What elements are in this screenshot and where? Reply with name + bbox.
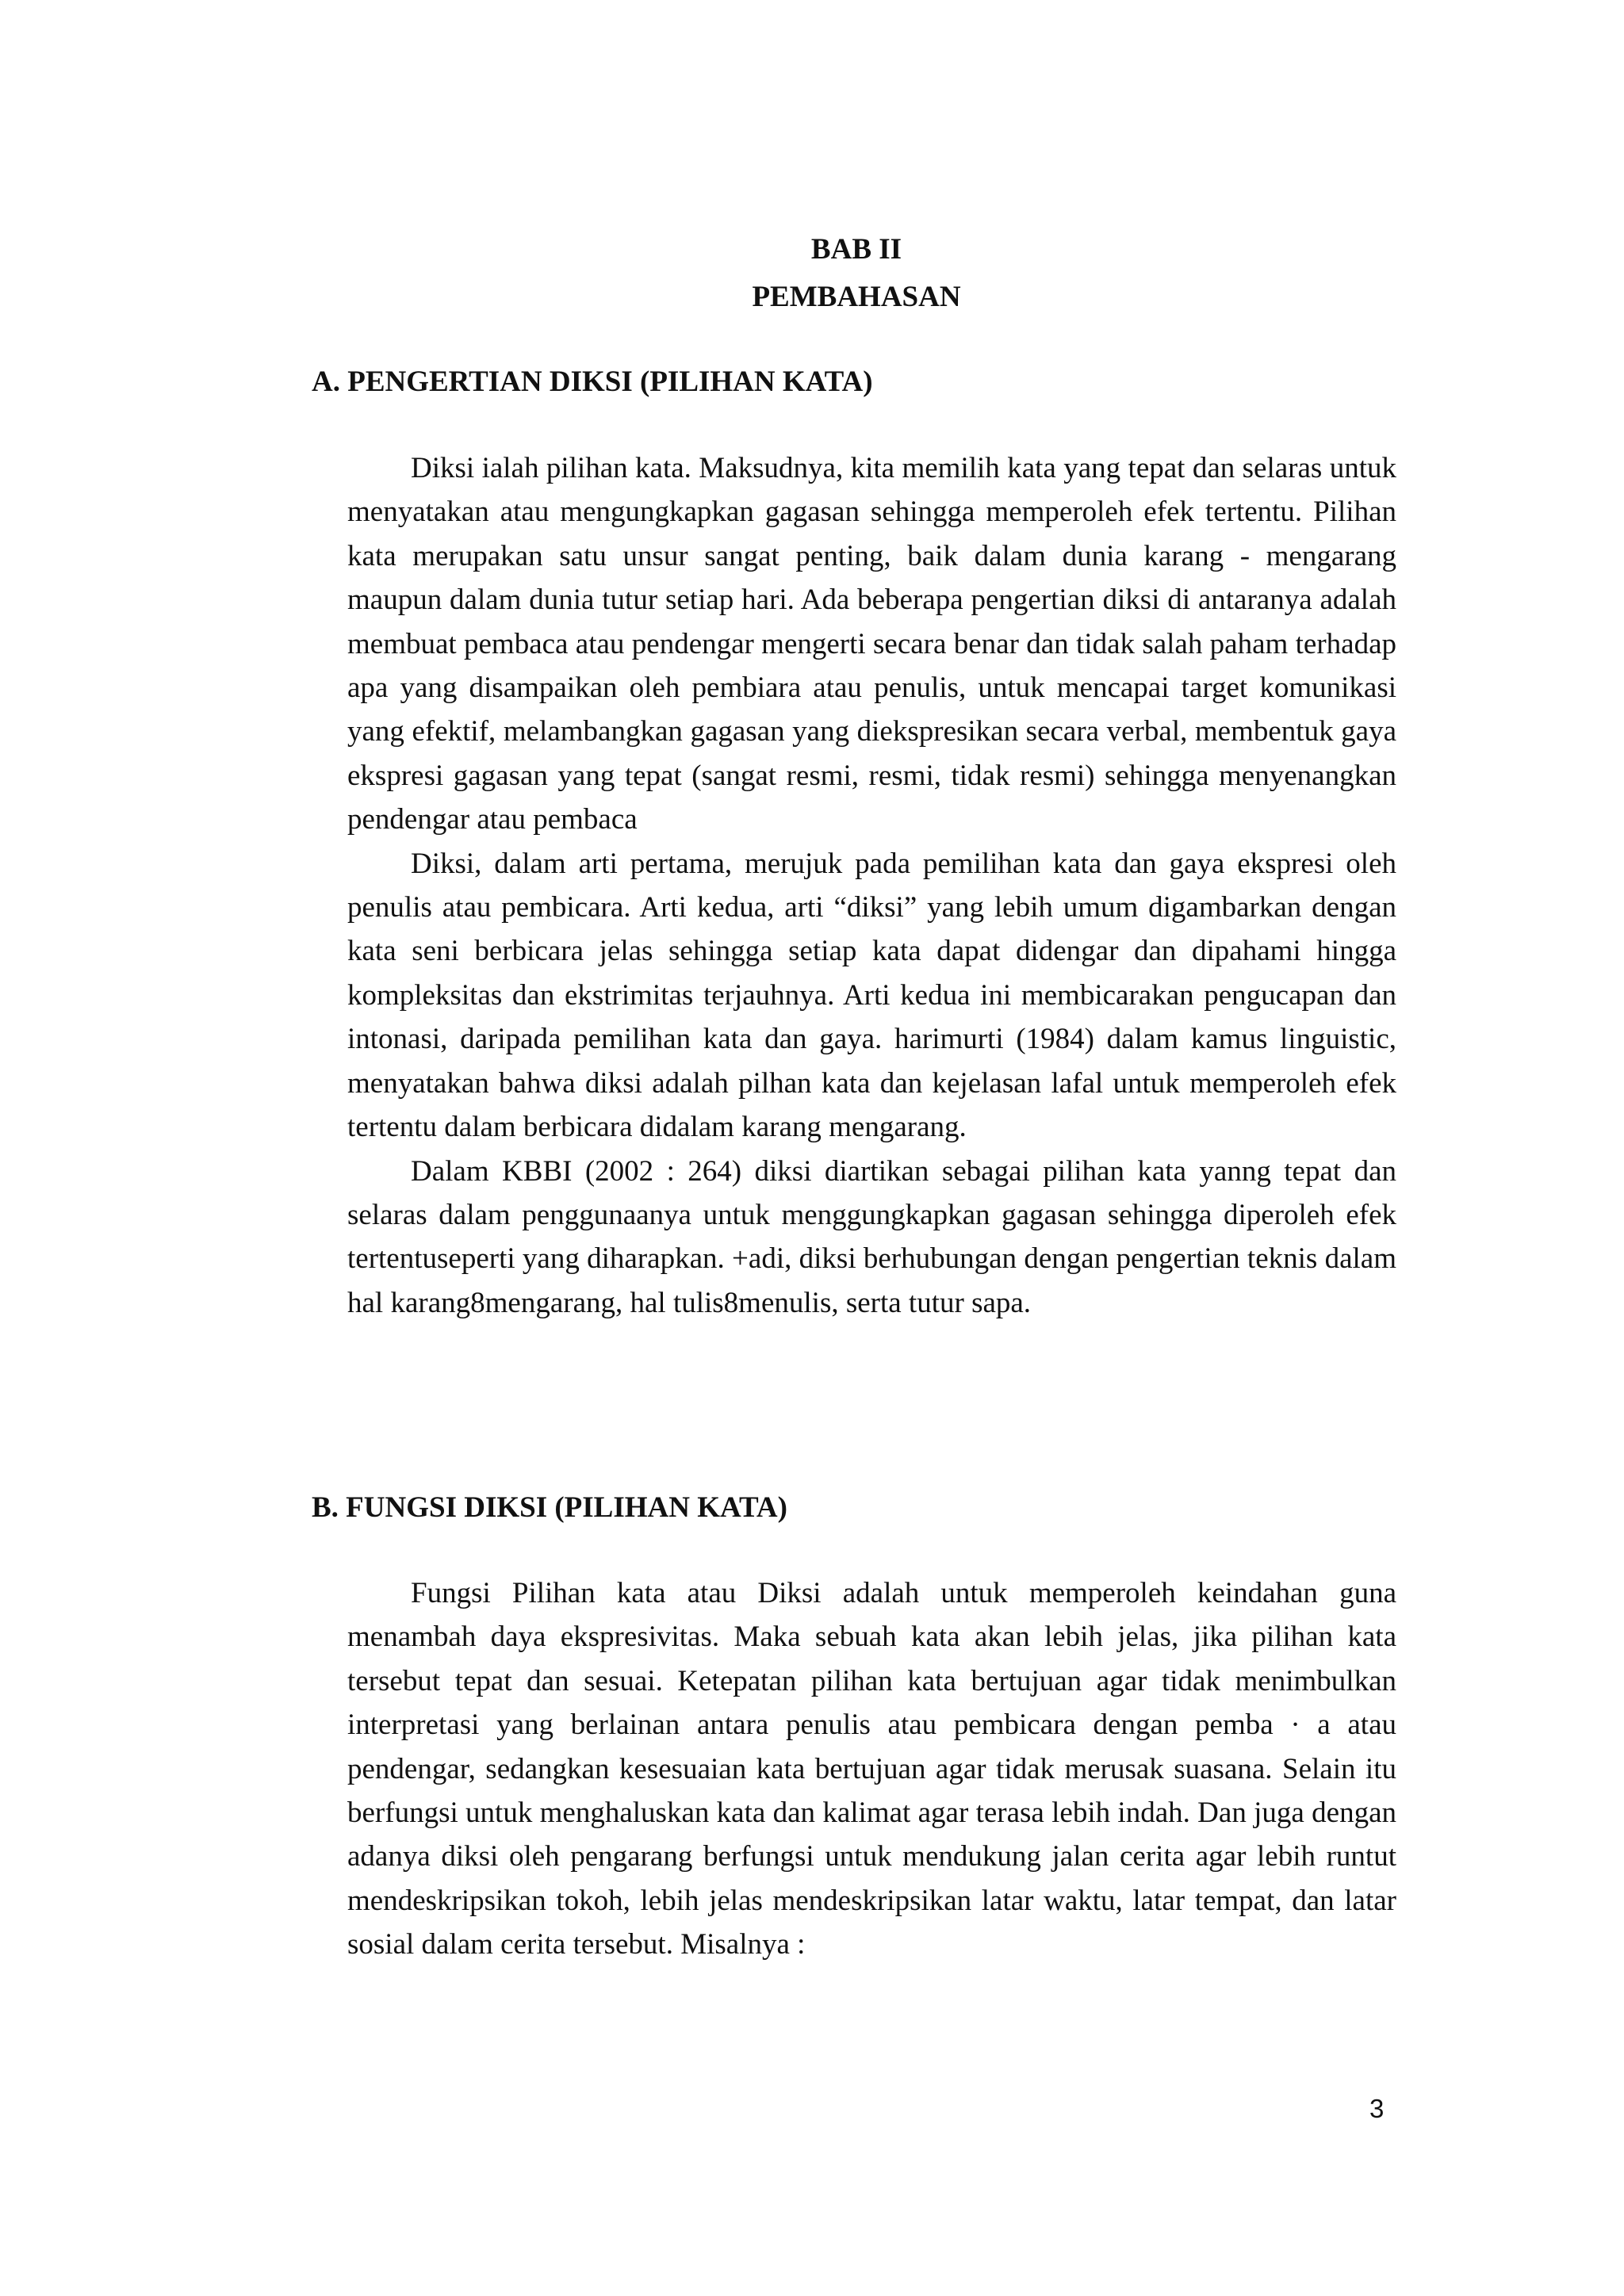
section-heading-a: A. PENGERTIAN DIKSI (PILIHAN KATA) — [312, 365, 873, 398]
section-a-body — [347, 446, 1396, 1325]
chapter-heading — [341, 226, 1372, 321]
paragraph: Dalam KBBI (2002 : 264) diksi diartikan sebagai pilihan kata yanng tepat dan selaras dalam penggunaanya untuk menggungkapkan gagasan sehingga diperoleh efek tertentuseperti yang diharapkan. +adi, diksi berhubungan dengan pengertian teknis dalam hal karang8mengarang, hal tulis8menulis, serta tutur sapa. — [347, 1154, 1396, 1319]
paragraph: Diksi ialah pilihan kata. Maksudnya, kita memilih kata yang tepat dan selaras untuk menyatakan atau mengungkapkan gagasan sehingga memperoleh efek tertentu. Pilihan kata merupakan satu unsur sangat penting, baik dalam dunia karang - mengarang maupun dalam dunia tutur setiap hari. Ada beberapa pengertian diksi di antaranya adalah membuat pembaca atau pendengar mengerti secara benar dan tidak salah paham terhadap apa yang disampaikan oleh pembiara atau penulis, untuk mencapai target komunikasi yang efektif, melambangkan gagasan yang diekspresikan secara verbal, membentuk gaya ekspresi gagasan yang tepat (sangat resmi, resmi, tidak resmi) sehingga menyenangkan pendengar atau pembaca — [347, 452, 1396, 836]
chapter-title: PEMBAHASAN — [752, 281, 961, 313]
chapter-number: BAB II — [810, 233, 902, 266]
section-heading-b: B. FUNGSI DIKSI (PILIHAN KATA) — [312, 1491, 787, 1524]
paragraph: Diksi, dalam arti pertama, merujuk pada pemilihan kata dan gaya ekspresi oleh penulis atau pembicara. Arti kedua, arti “diksi” yang lebih umum digambarkan dengan kata seni berbicara jelas sehingga setiap kata dapat didengar dan dipahami hingga kompleksitas dan ekstrimitas terjauhnya. Arti kedua ini membicarakan pengucapan dan intonasi, daripada pemilihan kata dan gaya. harimurti (1984) dalam kamus linguistic, menyatakan bahwa diksi adalah pilhan kata dan kejelasan lafal untuk memperoleh efek tertentu dalam berbicara didalam karang mengarang. — [347, 847, 1396, 1144]
section-b-body — [347, 1571, 1396, 1967]
page-number: 3 — [1369, 2094, 1385, 2123]
paragraph: Fungsi Pilihan kata atau Diksi adalah untuk memperoleh keindahan guna menambah daya ekspresivitas. Maka sebuah kata akan lebih jelas, jika pilihan kata tersebut tepat dan sesuai. Ketepatan pilihan kata bertujuan agar tidak menimbulkan interpretasi yang berlainan antara penulis atau pembicara dengan pemba · a atau pendengar, sedangkan kesesuaian kata bertujuan agar tidak merusak suasana. Selain itu berfungsi untuk menghaluskan kata dan kalimat agar terasa lebih indah. Dan juga dengan adanya diksi oleh pengarang berfungsi untuk mendukung jalan cerita agar lebih runtut mendeskripsikan tokoh, lebih jelas mendeskripsikan latar waktu, latar tempat, dan latar sosial dalam cerita tersebut. Misalnya : — [347, 1577, 1396, 1961]
